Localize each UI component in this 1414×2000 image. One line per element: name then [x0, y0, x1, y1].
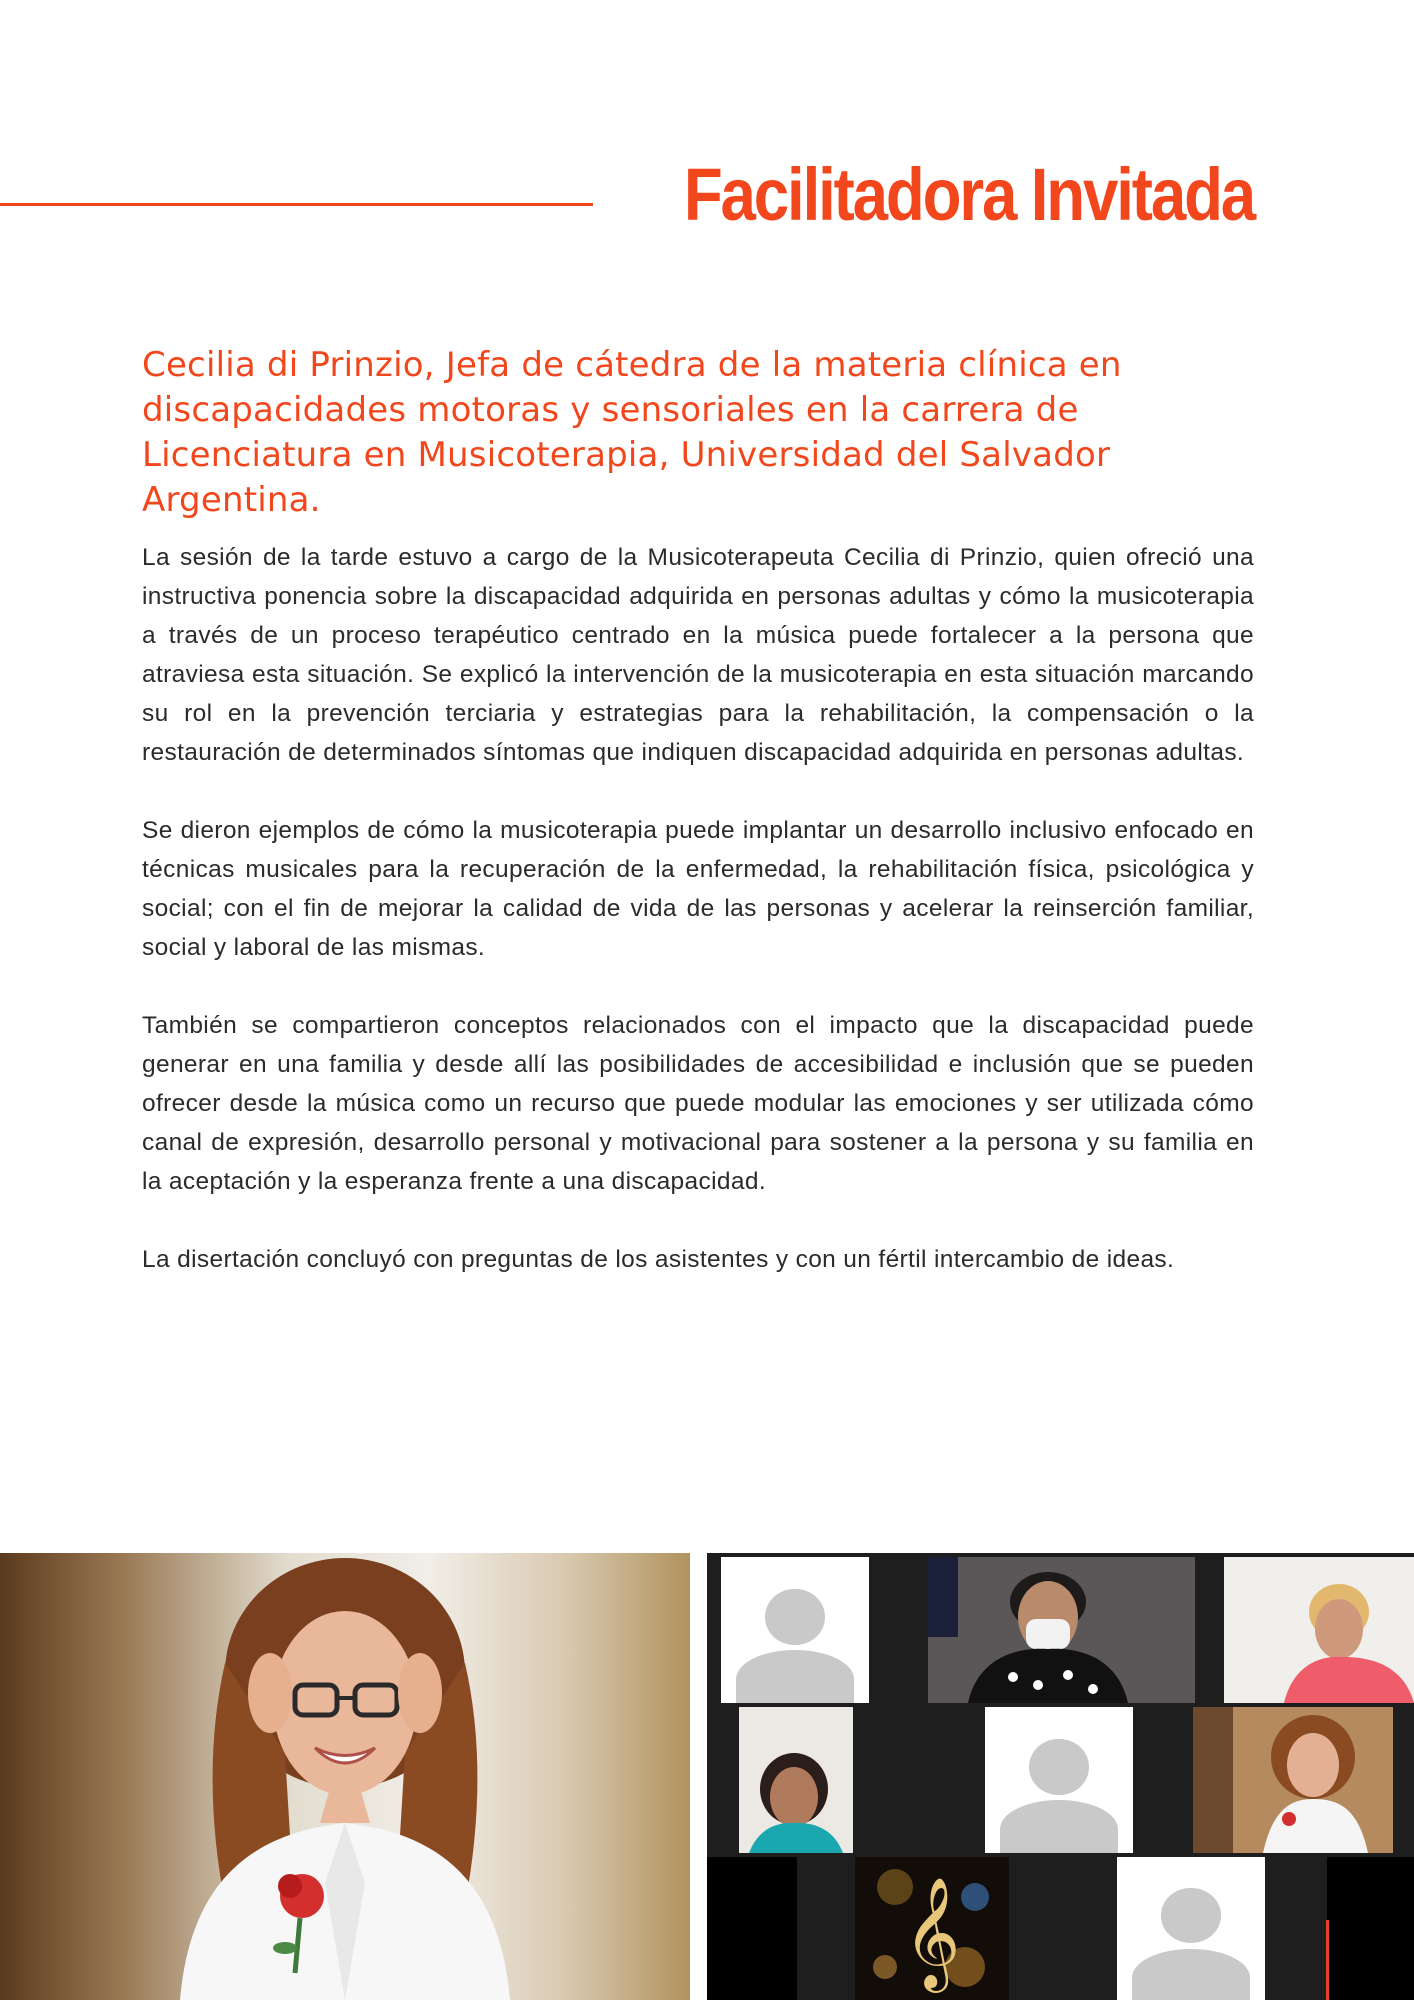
header-divider-line — [0, 203, 593, 206]
participant-tile — [707, 1857, 797, 2000]
page-title: Facilitadora Invitada — [683, 153, 1254, 236]
body-paragraph: La disertación concluyó con preguntas de los asistentes y con un fértil intercambio de ideas. — [142, 1246, 1175, 1273]
participant-tile — [1117, 1857, 1265, 2000]
meeting-participants-grid — [707, 1553, 1414, 2000]
participant-video — [1224, 1557, 1414, 1703]
participant-tile — [1327, 1857, 1414, 2000]
participant-tile — [721, 1557, 869, 1703]
facilitator-photo — [0, 1553, 690, 2000]
body-paragraph: También se compartieron conceptos relacionados con el impacto que la discapacidad puede generar en una familia y desde allí las posibilidades de accesibilidad e inclusión que se pueden ofrecer desde la música como un recurso que puede modular las emociones y ser utilizada cómo canal de expresión, desarrollo personal y motivacional para sostener a la persona y su familia en la aceptación y la esperanza frente a una discapacidad. — [142, 1012, 1254, 1195]
facilitator-illustration — [0, 1553, 690, 2000]
participant-tile — [855, 1857, 1009, 2000]
avatar-placeholder-icon — [765, 1589, 824, 1644]
avatar-placeholder-icon — [1029, 1739, 1088, 1794]
svg-text:𝄞: 𝄞 — [903, 1876, 961, 1988]
accent-marker — [1326, 1920, 1329, 2000]
participant-tile — [928, 1557, 1195, 1703]
participant-tile — [985, 1707, 1133, 1853]
participant-tile — [739, 1707, 853, 1853]
participant-tile — [1193, 1707, 1393, 1853]
participant-tile — [1224, 1557, 1414, 1703]
body-paragraph: Se dieron ejemplos de cómo la musicoterapia puede implantar un desarrollo inclusivo enfocado en técnicas musicales para la recuperación de la enfermedad, la rehabilitación física, psicológica y social; con el fin de mejorar la calidad de vida de las personas y acelerar la reinserción familiar, social y laboral de las mismas. — [142, 817, 1254, 961]
avatar-placeholder-icon — [1161, 1888, 1220, 1942]
participant-video — [928, 1557, 1195, 1703]
guest-subtitle: Cecilia di Prinzio, Jefa de cátedra de la materia clínica en discapacidades motoras y sensoriales en la carrera de Licenciatura en Musicoterapia, Universidad del Salvador Argentina. — [142, 345, 1122, 520]
participant-video — [1193, 1707, 1393, 1853]
music-note-icon — [855, 1857, 1009, 2000]
participant-video — [739, 1707, 853, 1853]
body-paragraph: La sesión de la tarde estuvo a cargo de la Musicoterapeuta Cecilia di Prinzio, quien ofreció una instructiva ponencia sobre la discapacidad adquirida en personas adultas y cómo la musicoterapia a través de un proceso terapéutico centrado en la música puede fortalecer a la persona que atraviesa esta situación. Se explicó la intervención de la musicoterapia en esta situación marcando su rol en la prevención terciaria y estrategias para la rehabilitación, la compensación o la restauración de determinados síntomas que indiquen discapacidad adquirida en personas adultas. — [142, 544, 1254, 766]
body-text — [142, 538, 1254, 1318]
